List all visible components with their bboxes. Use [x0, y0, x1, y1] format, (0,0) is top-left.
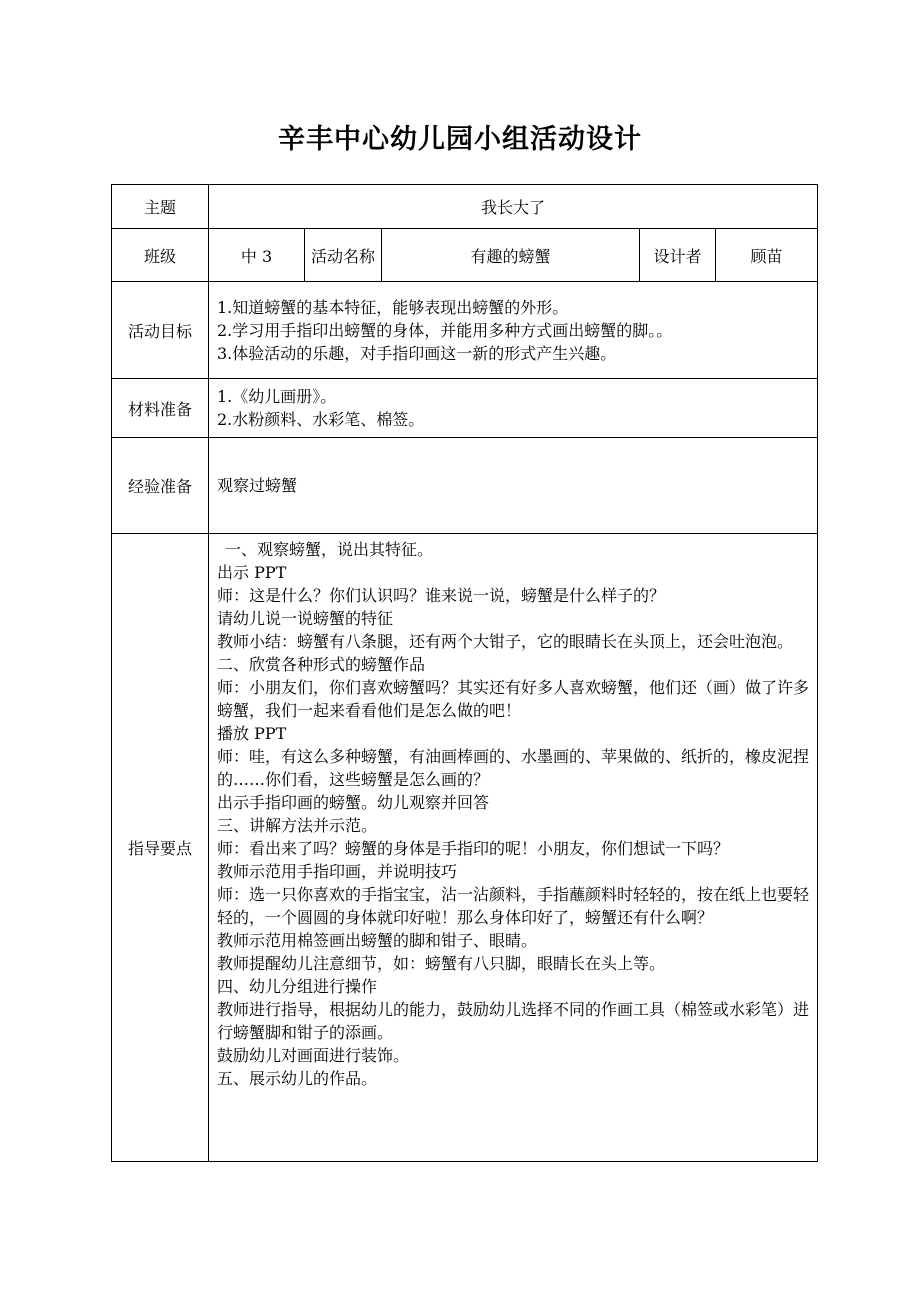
guide-line: 教师提醒幼儿注意细节，如：螃蟹有八只脚，眼睛长在头上等。 [217, 954, 666, 973]
material-item: 1.《幼儿画册》。 [217, 387, 337, 406]
guide-line: 出示 PPT [217, 563, 287, 582]
label-goals: 活动目标 [112, 282, 209, 379]
value-theme: 我长大了 [209, 185, 818, 229]
goal-item: 3.体验活动的乐趣，对手指印画这一新的形式产生兴趣。 [217, 343, 617, 363]
guide-line: 三、讲解方法并示范。 [217, 816, 378, 835]
guide-line: 师：看出来了吗？螃蟹的身体是手指印的呢！小朋友，你们想试一下吗？ [217, 839, 730, 858]
label-class: 班级 [112, 229, 209, 282]
guide-line: 师：这是什么？你们认识吗？谁来说一说，螃蟹是什么样子的？ [217, 586, 666, 605]
activity-table [111, 184, 818, 1162]
label-guide: 指导要点 [112, 534, 209, 1162]
guide-line: 鼓励幼儿对画面进行装饰。 [217, 1046, 410, 1065]
guide-line: 师：哇，有这么多种螃蟹，有油画棒画的、水墨画的、苹果做的、纸折的，橡皮泥捏的……你们看，这些螃蟹是怎么画的？ [217, 747, 810, 789]
guide-line: 四、幼儿分组进行操作 [217, 977, 378, 996]
row-theme [112, 185, 818, 229]
material-item: 2.水粉颜料、水彩笔、棉签。 [217, 410, 425, 429]
guide-line: 一、观察螃蟹，说出其特征。 [225, 540, 434, 559]
guide-line: 出示手指印画的螃蟹。幼儿观察并回答 [217, 793, 490, 812]
guide-line: 请幼儿说一说螃蟹的特征 [217, 609, 394, 628]
row-experience [112, 438, 818, 534]
guide-line: 师：小朋友们，你们喜欢螃蟹吗？其实还有好多人喜欢螃蟹，他们还（画）做了许多螃蟹，我们一起来看看他们是怎么做的吧！ [217, 678, 810, 720]
label-designer: 设计者 [640, 229, 716, 282]
guide-line: 播放 PPT [217, 724, 287, 743]
row-goals [112, 282, 818, 379]
guide-line: 二、欣赏各种形式的螃蟹作品 [217, 655, 426, 674]
goal-item: 2.学习用手指印出螃蟹的身体，并能用多种方式画出螃蟹的脚。。 [217, 320, 673, 340]
label-theme: 主题 [112, 185, 209, 229]
guide-line: 教师示范用棉签画出螃蟹的脚和钳子、眼睛。 [217, 931, 538, 950]
label-experience: 经验准备 [112, 438, 209, 534]
guide-cell [209, 534, 818, 1162]
page-title: 辛丰中心幼儿园小组活动设计 [278, 124, 642, 155]
goals-cell [209, 282, 818, 379]
guide-line: 教师示范用手指印画，并说明技巧 [217, 862, 458, 881]
label-activity-name: 活动名称 [305, 229, 382, 282]
row-class [112, 229, 818, 282]
row-guide [112, 534, 818, 1162]
value-activity-name: 有趣的螃蟹 [382, 229, 640, 282]
guide-line: 教师进行指导，根据幼儿的能力，鼓励幼儿选择不同的作画工具（棉签或水彩笔）进行螃蟹脚和钳子的添画。 [217, 1000, 810, 1042]
label-materials: 材料准备 [112, 379, 209, 438]
guide-line: 师：选一只你喜欢的手指宝宝，沾一沾颜料，手指蘸颜料时轻轻的，按在纸上也要轻轻的，一个圆圆的身体就印好啦！那么身体印好了，螃蟹还有什么啊？ [217, 885, 810, 927]
row-materials [112, 379, 818, 438]
value-designer: 顾苗 [716, 229, 818, 282]
materials-cell [209, 379, 818, 438]
goal-item: 1.知道螃蟹的基本特征，能够表现出螃蟹的外形。 [217, 297, 569, 317]
value-experience: 观察过螃蟹 [209, 438, 818, 534]
guide-line: 教师小结：螃蟹有八条腿，还有两个大钳子，它的眼睛长在头顶上，还会吐泡泡。 [217, 632, 794, 651]
guide-line: 五、展示幼儿的作品。 [217, 1069, 378, 1088]
value-class: 中 3 [209, 229, 305, 282]
